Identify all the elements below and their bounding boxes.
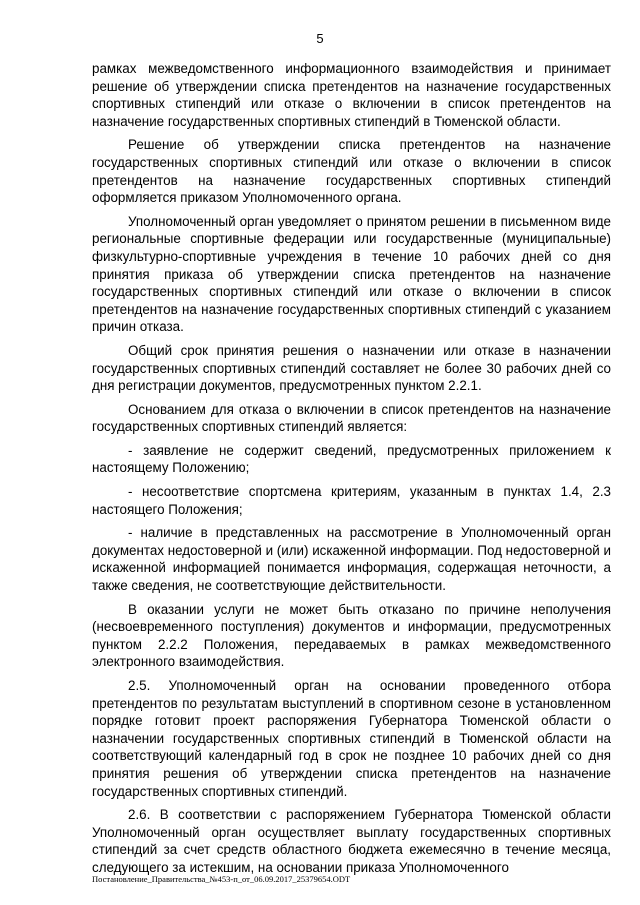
paragraph: рамках межведомственного информационного взаимодействия и принимает решение об утверждении списка претендентов на назначение государственных спортивных стипендий или отказе о включении в список претендентов на назначение государственных спортивных стипендий в Тюменской области. [92, 61, 611, 129]
document-footer: Постановление_Правительства_№453-п_от_06.09.2017_25379654.ODT [92, 874, 351, 884]
paragraph: В оказании услуги не может быть отказано по причине неполучения (несвоевременного поступления) документов и информации, предусмотренных пунктом 2.2.2 Положения, передаваемых в рамках межведомственного электронного взаимодействия. [92, 601, 611, 670]
paragraph: - наличие в представленных на рассмотрение в Уполномоченный орган документах недостоверной и (или) искаженной информации. Под недостоверной и искаженной информацией понимается информация, содержащая неточности, а также сведения, не соответствующие действительности. [92, 525, 611, 594]
paragraph: 2.6. В соответствии с распоряжением Губернатора Тюменской области Уполномоченный орган осуществляет выплату государственных спортивных стипендий за счет средств областного бюджета ежемесячно в течение месяца, следующего за истекшим, на основании приказа Уполномоченного [92, 807, 611, 875]
paragraph: - заявление не содержит сведений, предусмотренных приложением к настоящему Положению; [92, 442, 611, 476]
paragraph: Решение об утверждении списка претендентов на назначение государственных спортивных стипендий или отказе о включении в список претендентов на назначение государственных спортивных стипендий оформляется приказом Уполномоченного органа. [92, 137, 611, 206]
paragraph: 2.5. Уполномоченный орган на основании проведенного отбора претендентов по результатам выступлений в спортивном сезоне в установленном порядке готовит проект распоряжения Губернатора Тюменской области о назначении государственных спортивных стипендий в Тюменской области на соответствующий календарный год в срок не позднее 10 рабочих дней со дня принятия решения об утверждении списка претендентов на назначение государственных спортивных стипендий. [92, 678, 611, 799]
paragraph: Уполномоченный орган уведомляет о принятом решении в письменном виде региональные спортивные федерации или государственные (муниципальные) физкультурно-спортивные учреждения в течение 10 рабочих дней со дня принятия приказа об утверждении списка претендентов на назначение государственных спортивных стипендий или отказе о включении в список претендентов на назначение государственных спортивных стипендий с указанием причин отказа. [92, 213, 611, 335]
page-number: 5 [316, 31, 324, 46]
paragraph: Основанием для отказа о включении в список претендентов на назначение государственных спортивных стипендий является: [92, 401, 611, 435]
document-body [92, 60, 611, 883]
paragraph: - несоответствие спортсмена критериям, указанным в пунктах 1.4, 2.3 настоящего Положения; [92, 484, 611, 517]
paragraph: Общий срок принятия решения о назначении или отказе в назначении государственных спортивных стипендий составляет не более 30 рабочих дней со дня регистрации документов, предусмотренных пунктом 2.2.1. [92, 342, 611, 394]
